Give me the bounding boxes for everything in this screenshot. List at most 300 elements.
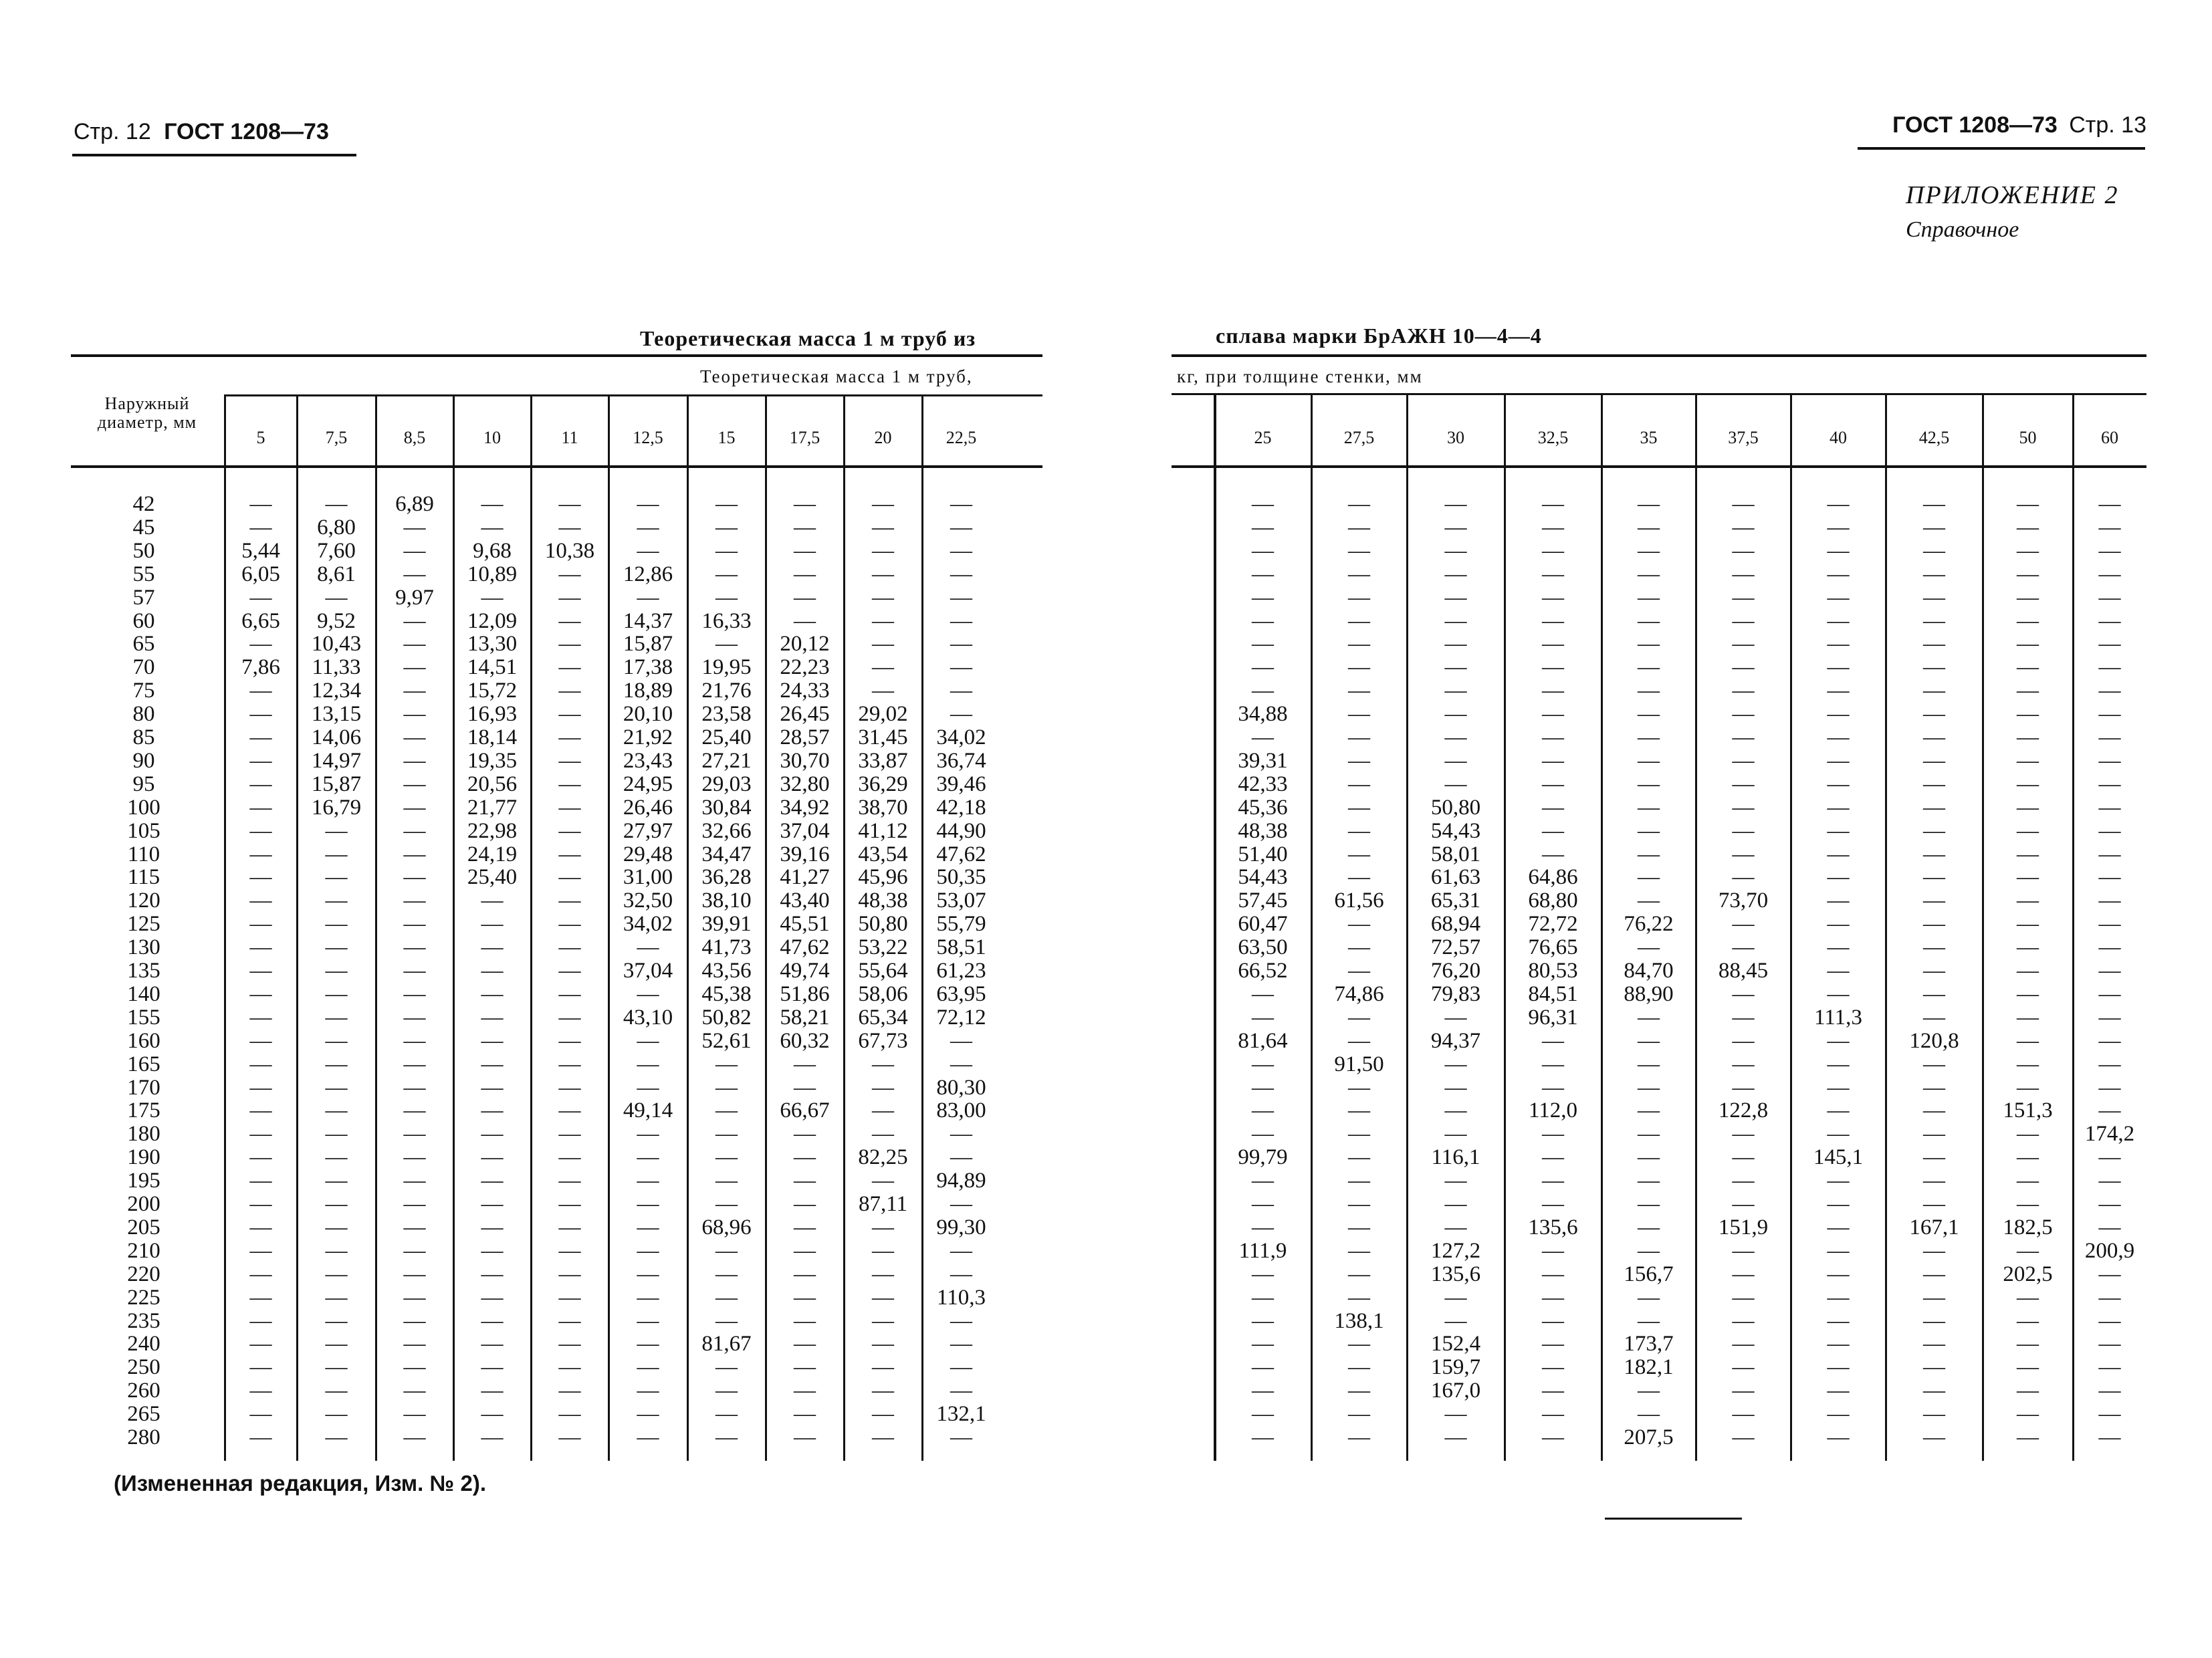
left-table-cell: 55,79: [936, 912, 986, 937]
left-table-cell: —: [325, 1332, 348, 1356]
right-table-cell: —: [1923, 1238, 1945, 1263]
left-table-cell: 29,48: [623, 842, 673, 866]
left-table-cell: —: [558, 1285, 581, 1310]
left-table-cell: —: [481, 1308, 504, 1333]
left-table-cell: —: [249, 912, 272, 937]
left-table-cell: —: [403, 912, 426, 937]
right-table-cell: —: [1542, 1122, 1564, 1147]
left-table-cell: —: [481, 1379, 504, 1403]
right-table-cell: —: [1542, 1192, 1564, 1216]
right-table-cell: —: [2098, 608, 2121, 633]
left-table-cell: —: [249, 1379, 272, 1403]
diameter-value: 50: [132, 538, 155, 563]
table-caption-right: сплава марки БрАЖН 10—4—4: [1216, 324, 1542, 348]
left-table-cell: —: [794, 515, 816, 540]
right-table-cell: —: [2098, 1332, 2121, 1356]
right-table-cell: 68,94: [1430, 912, 1481, 937]
left-table-cell: 52,61: [701, 1028, 752, 1053]
right-table-cell: —: [2098, 655, 2121, 680]
subcaption-left: Теоретическая масса 1 м труб,: [700, 366, 973, 386]
left-table-cell: —: [872, 1238, 894, 1263]
right-table-cell: 174,2: [2084, 1122, 2135, 1147]
right-table-cell: —: [1827, 702, 1850, 727]
right-table-cell: —: [1923, 1332, 1945, 1356]
left-table-cell: —: [558, 702, 581, 727]
right-table-cell: —: [1827, 632, 1850, 657]
right-table-cell: —: [1252, 1169, 1274, 1193]
right-table-cell: —: [2017, 725, 2039, 749]
right-table-cell: —: [1542, 1075, 1564, 1100]
left-table-cell: —: [794, 585, 816, 610]
right-table-cell: —: [1732, 585, 1755, 610]
left-table-cell: —: [872, 1425, 894, 1449]
right-table-cell: —: [2017, 818, 2039, 843]
left-table-cell: —: [325, 1098, 348, 1123]
right-table-cell: —: [1348, 1169, 1370, 1193]
left-table-cell: —: [325, 981, 348, 1006]
left-table-cell: —: [481, 981, 504, 1006]
right-table-cell: —: [2017, 492, 2039, 516]
left-table-cell: —: [637, 1425, 659, 1449]
diameter-value: 260: [127, 1379, 160, 1403]
left-table-cell: —: [325, 912, 348, 937]
right-table-cell: 68,80: [1528, 889, 1578, 913]
right-table-cell: 156,7: [1624, 1262, 1674, 1286]
right-table-cell: —: [1732, 1005, 1755, 1030]
left-table-cell: —: [481, 1098, 504, 1123]
left-table-cell: —: [558, 1332, 581, 1356]
left-table-cell: —: [872, 538, 894, 563]
right-table-cell: —: [1444, 1052, 1467, 1076]
diameter-value: 175: [127, 1098, 160, 1123]
right-table-cell: —: [1827, 1052, 1850, 1076]
left-table-cell: —: [403, 562, 426, 586]
right-table-cell: —: [1638, 702, 1660, 727]
right-table-cell: —: [1923, 679, 1945, 703]
left-table-cell: —: [558, 1169, 581, 1193]
left-table-cell: —: [481, 1052, 504, 1076]
left-table-cell: —: [403, 608, 426, 633]
left-table-cell: 65,34: [858, 1005, 908, 1030]
right-table-cell: 73,70: [1718, 889, 1769, 913]
left-table-cell: 29,02: [858, 702, 908, 727]
left-table-cell: 6,05: [241, 562, 280, 586]
left-table-cell: —: [715, 1098, 738, 1123]
left-table-cell: —: [872, 1308, 894, 1333]
left-table-cell: —: [325, 1355, 348, 1380]
diameter-value: 65: [132, 632, 155, 657]
left-table-cell: —: [558, 632, 581, 657]
left-table-cell: —: [403, 1215, 426, 1239]
left-table-cell: —: [403, 889, 426, 913]
right-table-cell: —: [1732, 1285, 1755, 1310]
left-table-cell: —: [794, 1215, 816, 1239]
left-table-cell: 20,56: [467, 772, 518, 796]
right-table-cell: —: [2098, 795, 2121, 820]
right-bottom-rule: [1605, 1518, 1742, 1520]
left-table-cell: —: [872, 562, 894, 586]
left-table-cell: —: [558, 1425, 581, 1449]
left-table-cell: —: [325, 1075, 348, 1100]
right-table-cell: 61,56: [1334, 889, 1384, 913]
right-table-cell: —: [2098, 1402, 2121, 1427]
right-table-cell: —: [1542, 1402, 1564, 1427]
right-table-cell: —: [1732, 655, 1755, 680]
left-table-cell: —: [403, 1425, 426, 1449]
left-table-cell: —: [715, 562, 738, 586]
left-table-cell: 36,28: [701, 865, 752, 890]
left-table-cell: —: [950, 1122, 972, 1147]
left-table-cell: 36,29: [858, 772, 908, 796]
left-table-cell: —: [558, 748, 581, 773]
left-table-cell: —: [558, 1098, 581, 1123]
right-table-cell: —: [1923, 889, 1945, 913]
left-table-cell: —: [637, 981, 659, 1006]
right-table-cell: —: [1252, 679, 1274, 703]
right-table-cell: —: [1827, 608, 1850, 633]
left-table-cell: —: [715, 1075, 738, 1100]
right-table-cell: —: [1732, 935, 1755, 960]
right-table-cell: —: [1542, 1145, 1564, 1170]
right-table-cell: —: [1348, 959, 1370, 983]
right-table-cell: —: [1732, 748, 1755, 773]
left-table-cell: 29,03: [701, 772, 752, 796]
left-header-bottom-rule: [71, 465, 1042, 468]
left-table-cell: 37,04: [623, 959, 673, 983]
left-table-cell: —: [872, 1262, 894, 1286]
right-table-cell: 167,0: [1430, 1379, 1481, 1403]
left-table-cell: —: [325, 818, 348, 843]
right-table-cell: 202,5: [2003, 1262, 2053, 1286]
diameter-value: 220: [127, 1262, 160, 1286]
left-table-cell: —: [794, 1308, 816, 1333]
right-table-cell: 116,1: [1431, 1145, 1480, 1170]
left-table-cell: —: [637, 1169, 659, 1193]
left-table-cell: —: [249, 1005, 272, 1030]
left-table-cell: —: [325, 1308, 348, 1333]
right-table-cell: —: [1444, 1215, 1467, 1239]
right-table-cell: —: [1923, 538, 1945, 563]
right-table-cell: —: [2098, 1379, 2121, 1403]
left-table-cell: —: [558, 585, 581, 610]
left-table-cell: —: [794, 1262, 816, 1286]
right-table-cell: 64,86: [1528, 865, 1578, 890]
right-table-cell: —: [2017, 959, 2039, 983]
right-table-cell: —: [1638, 655, 1660, 680]
left-table-cell: 22,23: [780, 655, 830, 680]
left-table-cell: —: [403, 1122, 426, 1147]
right-table-cell: —: [1923, 1285, 1945, 1310]
diameter-value: 180: [127, 1122, 160, 1147]
right-table-cell: —: [1348, 655, 1370, 680]
right-table-cell: —: [2017, 655, 2039, 680]
right-table-cell: 65,31: [1430, 889, 1481, 913]
right-table-cell: —: [2098, 959, 2121, 983]
diameter-value: 200: [127, 1192, 160, 1216]
right-table-cell: —: [2017, 1052, 2039, 1076]
left-table-cell: —: [481, 1262, 504, 1286]
right-table-cell: —: [1542, 725, 1564, 749]
left-table-cell: —: [794, 1238, 816, 1263]
right-table-cell: —: [1732, 1028, 1755, 1053]
right-table-cell: —: [1827, 959, 1850, 983]
right-table-cell: —: [1827, 912, 1850, 937]
right-table-cell: —: [2098, 632, 2121, 657]
left-table-cell: —: [558, 492, 581, 516]
left-table-cell: —: [637, 585, 659, 610]
right-table-cell: —: [1638, 1005, 1660, 1030]
right-table-cell: —: [1542, 679, 1564, 703]
right-table-cell: —: [1348, 1028, 1370, 1053]
left-table-cell: —: [794, 1425, 816, 1449]
left-table-cell: —: [558, 1145, 581, 1170]
left-table-cell: —: [325, 585, 348, 610]
left-table-cell: —: [715, 1285, 738, 1310]
left-table-cell: —: [403, 748, 426, 773]
right-table-cell: —: [1252, 725, 1274, 749]
right-table-cell: —: [1638, 1379, 1660, 1403]
left-table-cell: —: [558, 1355, 581, 1380]
left-table-cell: 19,95: [701, 655, 752, 680]
right-table-cell: —: [1638, 1308, 1660, 1333]
left-table-cell: —: [794, 562, 816, 586]
left-table-cell: —: [950, 1052, 972, 1076]
right-table-cell: —: [2017, 1145, 2039, 1170]
left-table-cell: 10,89: [467, 562, 518, 586]
right-table-cell: —: [1827, 515, 1850, 540]
right-table-cell: —: [1923, 1262, 1945, 1286]
right-table-cell: —: [1348, 515, 1370, 540]
right-table-cell: —: [1732, 1238, 1755, 1263]
left-table-cell: 18,89: [623, 679, 673, 703]
right-table-cell: —: [1638, 795, 1660, 820]
right-table-cell: —: [1732, 702, 1755, 727]
right-table-cell: 79,83: [1430, 981, 1481, 1006]
left-table-cell: —: [872, 679, 894, 703]
right-table-cell: —: [1252, 1379, 1274, 1403]
left-sub-rule: [226, 394, 1042, 396]
left-table-cell: —: [558, 1308, 581, 1333]
right-table-cell: —: [1638, 492, 1660, 516]
left-table-cell: —: [481, 1355, 504, 1380]
left-table-cell: 43,10: [623, 1005, 673, 1030]
right-table-cell: —: [1444, 1005, 1467, 1030]
right-table-cell: —: [1732, 538, 1755, 563]
right-table-cell: —: [1732, 981, 1755, 1006]
right-table-cell: —: [2017, 679, 2039, 703]
right-table-cell: —: [2098, 842, 2121, 866]
left-table-cell: —: [325, 935, 348, 960]
diameter-value: 135: [127, 959, 160, 983]
left-table-cell: —: [403, 1379, 426, 1403]
left-table-cell: 26,46: [623, 795, 673, 820]
left-table-cell: —: [872, 585, 894, 610]
right-table-cell: —: [1732, 679, 1755, 703]
left-table-cell: 61,23: [936, 959, 986, 983]
left-table-cell: —: [558, 1402, 581, 1427]
left-table-cell: —: [637, 1238, 659, 1263]
left-table-cell: 47,62: [936, 842, 986, 866]
right-table-cell: —: [1542, 1262, 1564, 1286]
right-table-cell: —: [1542, 492, 1564, 516]
right-table-cell: —: [1827, 1075, 1850, 1100]
left-table-cell: —: [637, 515, 659, 540]
right-table-cell: —: [1732, 1308, 1755, 1333]
right-table-cell: —: [1827, 935, 1850, 960]
right-table-cell: —: [1348, 608, 1370, 633]
right-table-cell: —: [1444, 492, 1467, 516]
left-table-cell: —: [950, 1379, 972, 1403]
right-table-cell: —: [2098, 702, 2121, 727]
right-table-cell: —: [2017, 935, 2039, 960]
right-table-cell: —: [2098, 585, 2121, 610]
left-table-cell: —: [249, 1145, 272, 1170]
right-table-cell: —: [1923, 515, 1945, 540]
right-table-cell: —: [1638, 1098, 1660, 1123]
right-table-cell: —: [1827, 842, 1850, 866]
right-table-cell: —: [1638, 842, 1660, 866]
left-table-cell: 50,82: [701, 1005, 752, 1030]
left-table-cell: —: [325, 889, 348, 913]
left-table-cell: —: [403, 1355, 426, 1380]
left-table-cell: 19,35: [467, 748, 518, 773]
right-table-cell: 60,47: [1238, 912, 1288, 937]
right-table-cell: —: [1638, 818, 1660, 843]
right-sub-rule: [1172, 393, 2146, 395]
left-table-cell: —: [558, 1075, 581, 1100]
left-page-number: Стр. 12: [74, 119, 151, 144]
right-table-cell: —: [1923, 1005, 1945, 1030]
left-table-cell: 9,52: [317, 608, 356, 633]
right-table-cell: —: [1638, 935, 1660, 960]
right-table-cell: 182,1: [1624, 1355, 1674, 1380]
right-table-cell: —: [1923, 655, 1945, 680]
left-table-cell: —: [481, 1005, 504, 1030]
left-table-cell: —: [794, 1285, 816, 1310]
left-table-cell: 21,76: [701, 679, 752, 703]
right-table-cell: —: [1923, 1192, 1945, 1216]
left-table-cell: —: [558, 1122, 581, 1147]
diameter-value: 130: [127, 935, 160, 960]
diameter-value: 57: [132, 585, 155, 610]
left-table-cell: 17,38: [623, 655, 673, 680]
right-table-cell: —: [1827, 538, 1850, 563]
left-table-cell: 25,40: [467, 865, 518, 890]
left-table-cell: 50,35: [936, 865, 986, 890]
right-table-cell: —: [1923, 748, 1945, 773]
left-table-cell: 10,38: [544, 538, 595, 563]
right-table-cell: —: [2017, 1285, 2039, 1310]
right-table-cell: —: [1732, 1169, 1755, 1193]
left-table-cell: —: [872, 655, 894, 680]
left-table-cell: 45,51: [780, 912, 830, 937]
left-table-cell: 20,10: [623, 702, 673, 727]
right-table-cell: 72,72: [1528, 912, 1578, 937]
right-table-cell: —: [2098, 1028, 2121, 1053]
right-table-cell: —: [2017, 515, 2039, 540]
right-table-cell: —: [1923, 912, 1945, 937]
right-table-cell: —: [1827, 1238, 1850, 1263]
left-table-cell: —: [403, 772, 426, 796]
diameter-value: 190: [127, 1145, 160, 1170]
left-table-cell: —: [249, 515, 272, 540]
right-table-cell: —: [1827, 1122, 1850, 1147]
left-col-header: 8,5: [403, 428, 426, 447]
right-table-cell: —: [2017, 562, 2039, 586]
right-table-cell: 138,1: [1334, 1308, 1384, 1333]
diameter-value: 105: [127, 818, 160, 843]
left-table-cell: —: [481, 959, 504, 983]
left-table-cell: —: [872, 1402, 894, 1427]
right-table-cell: —: [1252, 1122, 1274, 1147]
left-table-cell: 33,87: [858, 748, 908, 773]
right-table-cell: —: [1638, 608, 1660, 633]
right-table-cell: —: [2017, 702, 2039, 727]
left-table-cell: —: [558, 1028, 581, 1053]
right-table-cell: 51,40: [1238, 842, 1288, 866]
right-table-cell: 145,1: [1813, 1145, 1864, 1170]
diameter-value: 280: [127, 1425, 160, 1449]
left-table-cell: —: [403, 1028, 426, 1053]
left-table-cell: 63,95: [936, 981, 986, 1006]
right-table-cell: —: [1542, 1355, 1564, 1380]
right-table-cell: —: [1827, 1285, 1850, 1310]
left-table-cell: —: [637, 1308, 659, 1333]
right-table-cell: —: [1638, 1215, 1660, 1239]
right-table-cell: 112,0: [1528, 1098, 1578, 1123]
left-table-cell: —: [950, 1308, 972, 1333]
right-table-cell: —: [1732, 1122, 1755, 1147]
left-table-cell: —: [249, 842, 272, 866]
left-table-cell: —: [872, 1332, 894, 1356]
left-table-cell: —: [715, 515, 738, 540]
diameter-value: 95: [132, 772, 155, 796]
right-table-cell: —: [1827, 772, 1850, 796]
left-table-cell: —: [558, 865, 581, 890]
left-table-cell: —: [715, 1238, 738, 1263]
diameter-value: 140: [127, 981, 160, 1006]
right-table-cell: 84,70: [1624, 959, 1674, 983]
left-table-cell: —: [249, 935, 272, 960]
right-table-cell: 42,33: [1238, 772, 1288, 796]
right-table-cell: 127,2: [1430, 1238, 1481, 1263]
left-table-cell: 132,1: [936, 1402, 986, 1427]
diameter-value: 115: [127, 865, 160, 890]
right-table-cell: —: [1444, 679, 1467, 703]
right-table-cell: —: [1732, 818, 1755, 843]
left-table-cell: —: [249, 1098, 272, 1123]
right-table-cell: —: [1252, 1005, 1274, 1030]
left-table-cell: —: [637, 1192, 659, 1216]
left-table-cell: —: [872, 1379, 894, 1403]
left-table-cell: 27,97: [623, 818, 673, 843]
right-table-cell: —: [1923, 492, 1945, 516]
right-table-cell: —: [1444, 1098, 1467, 1123]
appendix-title: ПРИЛОЖЕНИЕ 2: [1906, 181, 2119, 209]
right-table-cell: —: [1252, 492, 1274, 516]
right-table-cell: 96,31: [1528, 1005, 1578, 1030]
left-table-cell: 21,77: [467, 795, 518, 820]
left-table-cell: —: [481, 515, 504, 540]
left-table-cell: 58,06: [858, 981, 908, 1006]
right-table-cell: —: [1923, 562, 1945, 586]
right-table-cell: 91,50: [1334, 1052, 1384, 1076]
left-table-cell: —: [715, 1192, 738, 1216]
diameter-value: 195: [127, 1169, 160, 1193]
left-table-cell: —: [249, 818, 272, 843]
left-col-header: 20: [874, 428, 892, 447]
right-table-cell: 122,8: [1718, 1098, 1769, 1123]
